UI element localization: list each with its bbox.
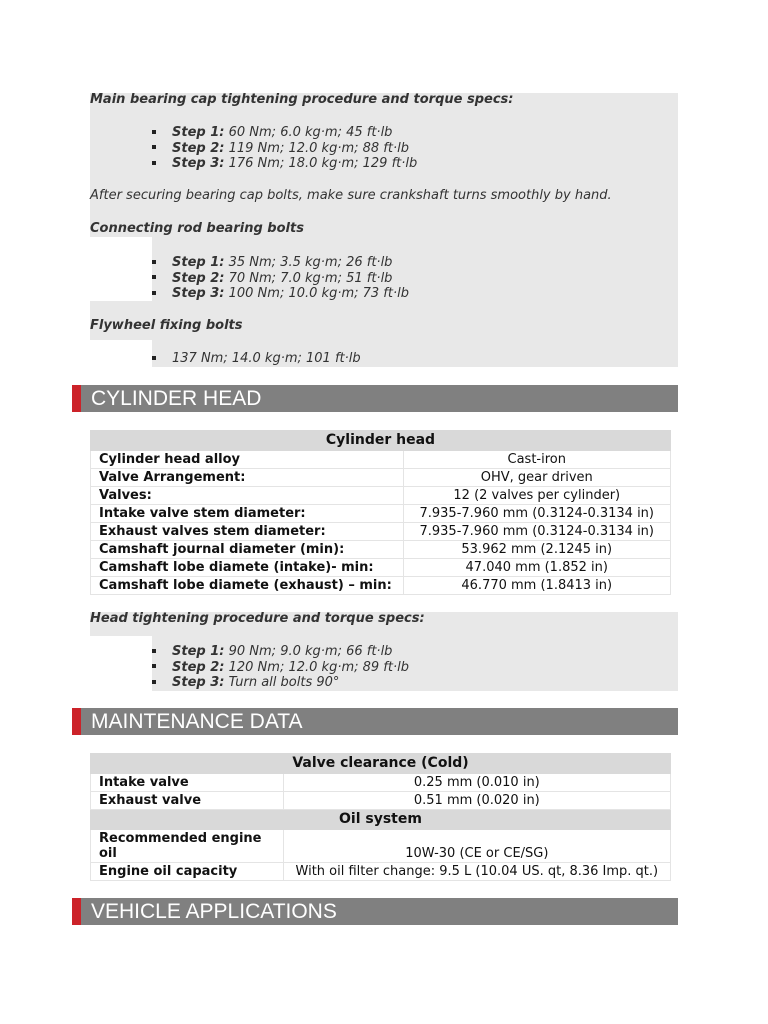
table-row: Exhaust valves stem diameter: 7.935-7.960 mm (0.3124-0.3134 in): [91, 523, 671, 541]
maintenance-table: [90, 753, 671, 881]
bullet-icon: [152, 260, 156, 264]
bullet-icon: [152, 356, 156, 360]
bullet-icon: [152, 680, 156, 684]
table-row: Camshaft lobe diamete (intake)- min: 47.040 mm (1.852 in): [91, 559, 671, 577]
torque-specs-box-cutout-2: [90, 340, 152, 367]
flywheel-list: [152, 351, 361, 367]
bullet-icon: [152, 275, 156, 279]
bullet-icon: [152, 161, 156, 165]
list-item: Step 2: 119 Nm; 12.0 kg·m; 88 ft·lb: [152, 141, 417, 157]
conrod-title: Connecting rod bearing bolts: [90, 221, 304, 236]
bullet-icon: [152, 291, 156, 295]
list-item: Step 2: 70 Nm; 7.0 kg·m; 51 ft·lb: [152, 271, 409, 287]
list-item: Step 1: 35 Nm; 3.5 kg·m; 26 ft·lb: [152, 255, 409, 271]
head-tightening-box-cutout: [90, 636, 152, 691]
head-tightening-title: Head tightening procedure and torque specs:: [90, 611, 425, 626]
bullet-icon: [152, 649, 156, 653]
flywheel-title: Flywheel fixing bolts: [90, 318, 243, 333]
table-row: Intake valve stem diameter: 7.935-7.960 mm (0.3124-0.3134 in): [91, 505, 671, 523]
table-row: Valves: 12 (2 valves per cylinder): [91, 487, 671, 505]
section-title: MAINTENANCE DATA: [91, 710, 303, 733]
bullet-icon: [152, 145, 156, 149]
section-accent-bar: [72, 385, 81, 412]
list-item: Step 3: 100 Nm; 10.0 kg·m; 73 ft·lb: [152, 286, 409, 302]
list-item: Step 3: Turn all bolts 90°: [152, 675, 409, 691]
list-item: Step 1: 60 Nm; 6.0 kg·m; 45 ft·lb: [152, 125, 417, 141]
table-row: Intake valve 0.25 mm (0.010 in): [91, 774, 671, 792]
section-accent-bar: [72, 898, 81, 925]
section-header-maintenance: [72, 708, 678, 735]
main-bearing-note: After securing bearing cap bolts, make sure crankshaft turns smoothly by hand.: [90, 188, 612, 203]
list-item: Step 2: 120 Nm; 12.0 kg·m; 89 ft·lb: [152, 660, 409, 676]
bullet-icon: [152, 130, 156, 134]
table-header-row: [91, 754, 671, 774]
table-row: Camshaft lobe diamete (exhaust) – min: 46.770 mm (1.8413 in): [91, 577, 671, 595]
table-row: Valve Arrangement: OHV, gear driven: [91, 469, 671, 487]
table-row: Engine oil capacity With oil filter change: 9.5 L (10.04 US. qt, 8.36 Imp. qt.): [91, 863, 671, 881]
section-title: VEHICLE APPLICATIONS: [91, 900, 337, 923]
table-row: Cylinder head alloy Cast-iron: [91, 451, 671, 469]
cylinder-head-table: [90, 430, 671, 595]
section-accent-bar: [72, 708, 81, 735]
list-item: Step 3: 176 Nm; 18.0 kg·m; 129 ft·lb: [152, 156, 417, 172]
table-header-row: [91, 431, 671, 451]
torque-specs-box-cutout-1: [90, 237, 152, 301]
oil-system-header: Oil system: [91, 810, 671, 830]
list-item: Step 1: 90 Nm; 9.0 kg·m; 66 ft·lb: [152, 644, 409, 660]
table-row: Recommended engine oil 10W-30 (CE or CE/SG): [91, 830, 671, 863]
bullet-icon: [152, 664, 156, 668]
table-header: Cylinder head: [91, 431, 671, 451]
table-row: Camshaft journal diameter (min): 53.962 mm (2.1245 in): [91, 541, 671, 559]
head-tightening-steps: [152, 644, 409, 691]
table-row: Exhaust valve 0.51 mm (0.020 in): [91, 792, 671, 810]
table-header-row: [91, 810, 671, 830]
main-bearing-steps: [152, 125, 417, 172]
conrod-steps: [152, 255, 409, 302]
list-item: 137 Nm; 14.0 kg·m; 101 ft·lb: [152, 351, 361, 367]
section-header-cylinder-head: [72, 385, 678, 412]
section-title: CYLINDER HEAD: [91, 387, 262, 410]
section-header-vehicle-applications: [72, 898, 678, 925]
valve-clearance-header: Valve clearance (Cold): [91, 754, 671, 774]
main-bearing-title: Main bearing cap tightening procedure and torque specs:: [90, 92, 514, 107]
